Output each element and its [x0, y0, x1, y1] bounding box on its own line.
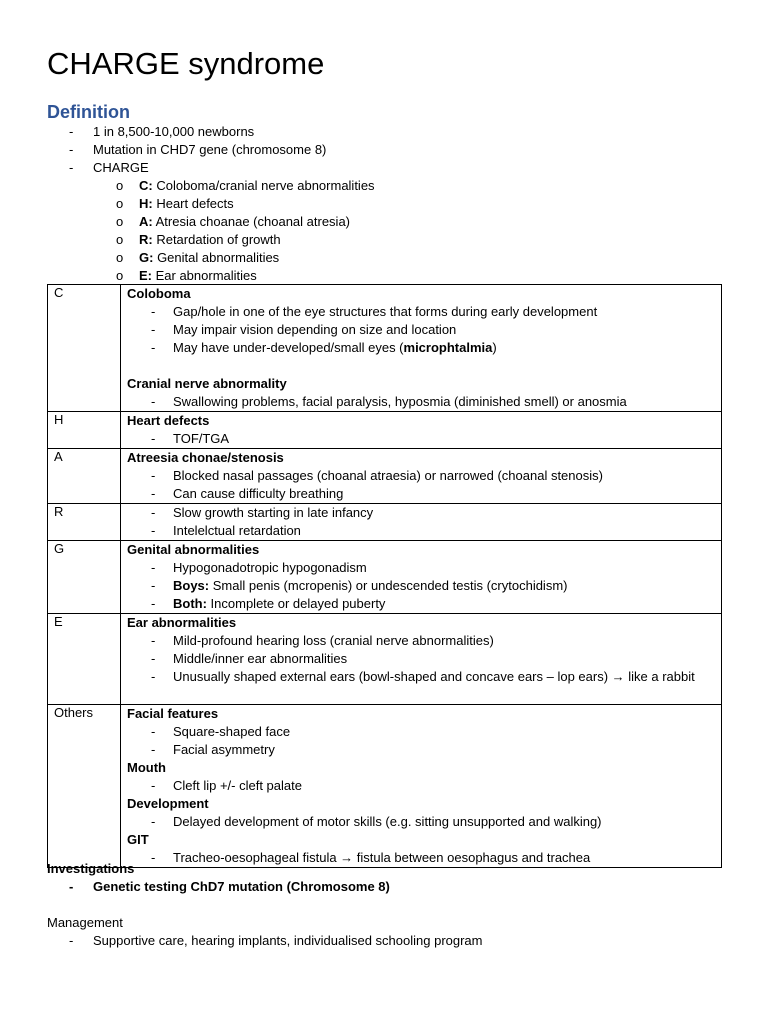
list-item: - May have under-developed/small eyes (microphtalmia)	[151, 340, 497, 355]
row-key: R	[48, 504, 121, 541]
charge-letter: C:	[139, 178, 153, 193]
section-heading: Atreesia chonae/stenosis	[127, 450, 284, 465]
list-item-text: CHARGE	[93, 160, 149, 175]
management-heading: Management	[47, 915, 123, 930]
bullet-marker: o	[116, 250, 124, 265]
list-item: - Hypogonadotropic hypogonadism	[151, 560, 367, 575]
list-item: - Cleft lip +/- cleft palate	[151, 778, 302, 793]
row-key: E	[48, 614, 121, 705]
list-item: - Blocked nasal passages (choanal atraesia) or narrowed (choanal stenosis)	[151, 468, 603, 483]
row-content	[121, 449, 722, 504]
charge-text: Coloboma/cranial nerve abnormalities	[152, 178, 375, 193]
investigations-management	[47, 860, 727, 950]
list-item-text: Mutation in CHD7 gene (chromosome 8)	[93, 142, 327, 157]
charge-letter: G:	[139, 250, 154, 265]
row-key: H	[48, 412, 121, 449]
section-heading: Cranial nerve abnormality	[127, 376, 287, 391]
list-item: - Genetic testing ChD7 mutation (Chromosome 8)	[69, 879, 390, 894]
charge-text: Genital abnormalities	[153, 250, 280, 265]
charge-text: Heart defects	[152, 196, 234, 211]
list-item: - Boys: Small penis (mcropenis) or undescended testis (crytochidism)	[151, 578, 568, 593]
dash-marker: -	[69, 124, 74, 139]
bullet-marker: o	[116, 268, 124, 283]
section-heading: Genital abnormalities	[127, 542, 260, 557]
list-item: - Facial asymmetry	[151, 742, 275, 757]
list-item: - Mild-profound hearing loss (cranial nerve abnormalities)	[151, 633, 494, 648]
bullet-marker: o	[116, 232, 124, 247]
charge-item	[47, 249, 727, 267]
table-row-g	[48, 541, 722, 614]
charge-item	[47, 267, 727, 285]
list-item: - Both: Incomplete or delayed puberty	[151, 596, 386, 611]
row-key: Others	[48, 705, 121, 868]
list-item	[47, 159, 727, 177]
section-heading: GIT	[127, 832, 149, 847]
investigations-heading: Investigations	[47, 861, 135, 876]
table-row-a	[48, 449, 722, 504]
section-heading: Development	[127, 796, 209, 811]
list-item	[47, 123, 727, 141]
row-content	[121, 504, 722, 541]
row-content	[121, 541, 722, 614]
row-content	[121, 705, 722, 868]
section-heading: Facial features	[127, 706, 219, 721]
table-row-others	[48, 705, 722, 868]
charge-letter: A:	[139, 214, 153, 229]
list-item: - Can cause difficulty breathing	[151, 486, 344, 501]
list-item: - Tracheo-oesophageal fistula → fistula between oesophagus and trachea	[151, 850, 591, 865]
bullet-marker: o	[116, 178, 124, 193]
list-item: - Supportive care, hearing implants, individualised schooling program	[69, 933, 483, 948]
list-item: - TOF/TGA	[151, 431, 230, 446]
charge-item	[47, 231, 727, 249]
section-heading: Coloboma	[127, 286, 191, 301]
row-key: A	[48, 449, 121, 504]
table-row-h	[48, 412, 722, 449]
charge-letter: H:	[139, 196, 153, 211]
definition-heading: Definition	[47, 102, 130, 122]
charge-text: Ear abnormalities	[152, 268, 257, 283]
charge-text: Atresia choanae (choanal atresia)	[152, 214, 351, 229]
list-item: - Delayed development of motor skills (e.g. sitting unsupported and walking)	[151, 814, 602, 829]
list-item: - Unusually shaped external ears (bowl-shaped and concave ears – lop ears) → like a rabbit	[151, 669, 695, 684]
charge-item	[47, 177, 727, 195]
charge-table	[47, 284, 722, 868]
row-key: C	[48, 285, 121, 412]
table-row-r	[48, 504, 722, 541]
list-item: - Intelelctual retardation	[151, 523, 301, 538]
dash-marker: -	[69, 160, 74, 175]
bullet-marker: o	[116, 196, 124, 211]
list-item-text: 1 in 8,500-10,000 newborns	[93, 124, 255, 139]
section-heading: Mouth	[127, 760, 166, 775]
row-key: G	[48, 541, 121, 614]
bullet-marker: o	[116, 214, 124, 229]
row-content	[121, 285, 722, 412]
charge-letter: E:	[139, 268, 152, 283]
list-item: - Gap/hole in one of the eye structures that forms during early development	[151, 304, 598, 319]
list-item: - Square-shaped face	[151, 724, 291, 739]
table-row-c	[48, 285, 722, 412]
section-heading: Ear abnormalities	[127, 615, 237, 630]
list-item: - May impair vision depending on size and location	[151, 322, 457, 337]
list-item	[47, 141, 727, 159]
list-item: - Swallowing problems, facial paralysis, hyposmia (diminished smell) or anosmia	[151, 394, 627, 409]
charge-text: Retardation of growth	[152, 232, 281, 247]
row-content	[121, 412, 722, 449]
section-heading: Heart defects	[127, 413, 210, 428]
charge-letter: R:	[139, 232, 153, 247]
dash-marker: -	[69, 142, 74, 157]
charge-item	[47, 195, 727, 213]
list-item: - Middle/inner ear abnormalities	[151, 651, 348, 666]
table-row-e	[48, 614, 722, 705]
charge-item	[47, 213, 727, 231]
page-title: CHARGE syndrome	[47, 46, 325, 81]
list-item: - Slow growth starting in late infancy	[151, 505, 374, 520]
row-content	[121, 614, 722, 705]
definition-list	[47, 123, 727, 285]
